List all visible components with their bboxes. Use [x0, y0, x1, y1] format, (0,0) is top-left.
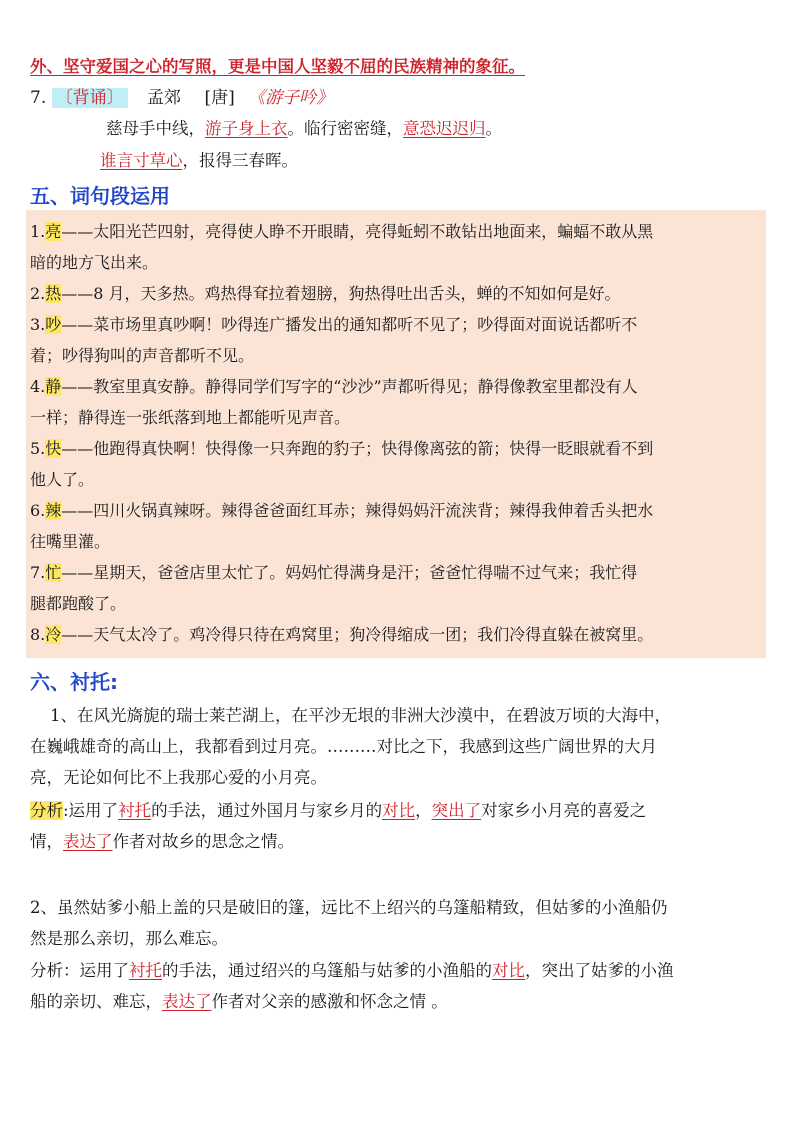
word-usage-line: [30, 216, 766, 247]
word-usage-line: [30, 526, 766, 557]
example-1-paragraph: [30, 700, 671, 793]
analysis-text: 的手法，通过外国月与家乡月的: [151, 801, 383, 820]
word-usage-line: [30, 619, 766, 650]
example-1-line: 亮，无论如何比不上我那心爱的小月亮。: [30, 768, 327, 787]
poem-blank-answer: 游子身上衣: [205, 119, 288, 138]
item-number: 4.: [30, 377, 46, 396]
analysis-text: 对家乡小月亮的喜爱之: [481, 801, 647, 820]
example-2-line: 2、虽然姑爹小船上盖的只是破旧的篷，远比不上绍兴的乌篷船精致，但姑爹的小渔船仍: [30, 898, 668, 917]
word-usage-line: [30, 557, 766, 588]
item-text: 着；吵得狗叫的声音都听不见。: [30, 346, 255, 365]
analysis-1: [30, 795, 646, 857]
section-5-title: 五、词句段运用: [30, 184, 170, 208]
item-number: 3.: [30, 315, 46, 334]
word-usage-item: [30, 216, 766, 278]
example-1-line: 1、在风光旖旎的瑞士莱芒湖上，在平沙无垠的非洲大沙漠中，在碧波万顷的大海中，: [50, 706, 671, 725]
analysis-2: [30, 955, 674, 1017]
poem-line-2: [100, 150, 298, 172]
analysis-text: ，突出了姑爹的小渔: [525, 961, 674, 980]
item-text: ——四川火锅真辣呀。辣得爸爸面红耳赤；辣得妈妈汗流浃背；辣得我伸着舌头把水: [61, 501, 654, 520]
key-word: 忙: [45, 563, 62, 582]
analysis-label: 分析: [30, 801, 63, 820]
item-text: 他人了。: [30, 470, 95, 489]
key-word: 辣: [45, 501, 62, 520]
example-2-line: 然是那么亲切，那么难忘。: [30, 929, 228, 948]
analysis-text: :运用了: [63, 801, 119, 820]
word-usage-line: [30, 278, 766, 309]
item-text: ——星期天，爸爸店里太忙了。妈妈忙得满身是汗；爸爸忙得喘不过气来；我忙得: [61, 563, 638, 582]
item-number: 2.: [30, 284, 46, 303]
word-usage-line: [30, 371, 766, 402]
key-word: 冷: [45, 625, 62, 644]
analysis-text: 的手法，通过绍兴的乌篷船与姑爹的小渔船的: [162, 961, 492, 980]
item-text: 一样；静得连一张纸落到地上都能听见声音。: [30, 408, 351, 427]
word-usage-line: [30, 495, 766, 526]
analysis-keyword: 表达了: [162, 992, 212, 1011]
poem-text: 。: [485, 119, 502, 138]
analysis-keyword: 衬托: [118, 801, 152, 820]
item-number: 6.: [30, 501, 46, 520]
item-number: 8.: [30, 625, 46, 644]
analysis-text: 作者对故乡的思念之情。: [112, 832, 294, 851]
poem-number: 7.: [30, 88, 47, 108]
analysis-keyword: 对比: [382, 801, 416, 820]
analysis-text: ，: [415, 801, 432, 820]
continued-text-line: 外、坚守爱国之心的写照，更是中国人坚毅不屈的民族精神的象征。: [30, 57, 525, 76]
analysis-text: 情，: [30, 832, 63, 851]
item-text: ——太阳光芒四射，亮得使人睁不开眼睛，亮得蚯蚓不敢钻出地面来，蝙蝠不敢从黑: [61, 222, 654, 241]
poem-text: 。临行密密缝，: [287, 119, 403, 138]
poem-header: [30, 87, 333, 109]
word-usage-item: [30, 495, 766, 557]
poem-author: 孟郊: [147, 88, 182, 108]
poem-text: 慈母手中线，: [106, 119, 205, 138]
example-2-paragraph: [30, 892, 668, 954]
item-text: ——教室里真安静。静得同学们写字的“沙沙”声都听得见；静得像教室里都没有人: [61, 377, 638, 396]
example-1-line: 在巍峨雄奇的高山上，我都看到过月亮。………对比之下，我感到这些广阔世界的大月: [30, 737, 657, 756]
analysis-text: 运用了: [79, 961, 129, 980]
item-number: 1.: [30, 222, 46, 241]
word-usage-line: [30, 588, 766, 619]
analysis-label: 分析：: [30, 961, 80, 980]
section-6-title: 六、衬托:: [30, 670, 118, 694]
analysis-keyword: 表达了: [63, 832, 113, 851]
word-usage-item: [30, 557, 766, 619]
word-usage-item: [30, 433, 766, 495]
key-word: 静: [45, 377, 62, 396]
item-text: 往嘴里灌。: [30, 532, 111, 551]
key-word: 亮: [45, 222, 62, 241]
word-usage-line: [30, 309, 766, 340]
item-text: ——他跑得真快啊！快得像一只奔跑的豹子；快得像离弦的箭；快得一眨眼就看不到: [61, 439, 654, 458]
key-word: 热: [45, 284, 62, 303]
key-word: 吵: [45, 315, 62, 334]
analysis-keyword: 衬托: [129, 961, 162, 980]
item-text: ——菜市场里真吵啊！吵得连广播发出的通知都听不见了；吵得面对面说话都听不: [61, 315, 638, 334]
word-usage-line: [30, 340, 766, 371]
recite-tag: 〔背诵〕: [52, 88, 128, 108]
poem-line-1: [106, 118, 502, 140]
key-word: 快: [45, 439, 62, 458]
analysis-keyword: 对比: [492, 961, 525, 980]
poem-text: ，报得三春晖。: [182, 151, 298, 170]
item-number: 7.: [30, 563, 46, 582]
word-usage-item: [30, 619, 766, 650]
word-usage-line: [30, 433, 766, 464]
section-5-items: [30, 216, 766, 650]
item-text: 腿都跑酸了。: [30, 594, 127, 613]
item-number: 5.: [30, 439, 46, 458]
item-text: 暗的地方飞出来。: [30, 253, 159, 272]
poem-title: 《游子吟》: [248, 88, 334, 108]
item-text: ——天气太冷了。鸡冷得只待在鸡窝里；狗冷得缩成一团；我们冷得直躲在被窝里。: [61, 625, 654, 644]
analysis-text: 作者对父亲的感激和怀念之情 。: [211, 992, 448, 1011]
word-usage-line: [30, 464, 766, 495]
word-usage-item: [30, 278, 766, 309]
poem-dynasty: [唐]: [204, 88, 235, 108]
analysis-text: 船的亲切、难忘，: [30, 992, 162, 1011]
analysis-keyword: 突出了: [431, 801, 482, 820]
word-usage-item: [30, 309, 766, 371]
word-usage-line: [30, 247, 766, 278]
word-usage-item: [30, 371, 766, 433]
poem-blank-answer: 意恐迟迟归: [403, 119, 486, 138]
word-usage-line: [30, 402, 766, 433]
item-text: ——8 月，天多热。鸡热得耷拉着翅膀，狗热得吐出舌头，蝉的不知如何是好。: [61, 284, 621, 303]
poem-blank-answer: 谁言寸草心: [100, 151, 183, 170]
